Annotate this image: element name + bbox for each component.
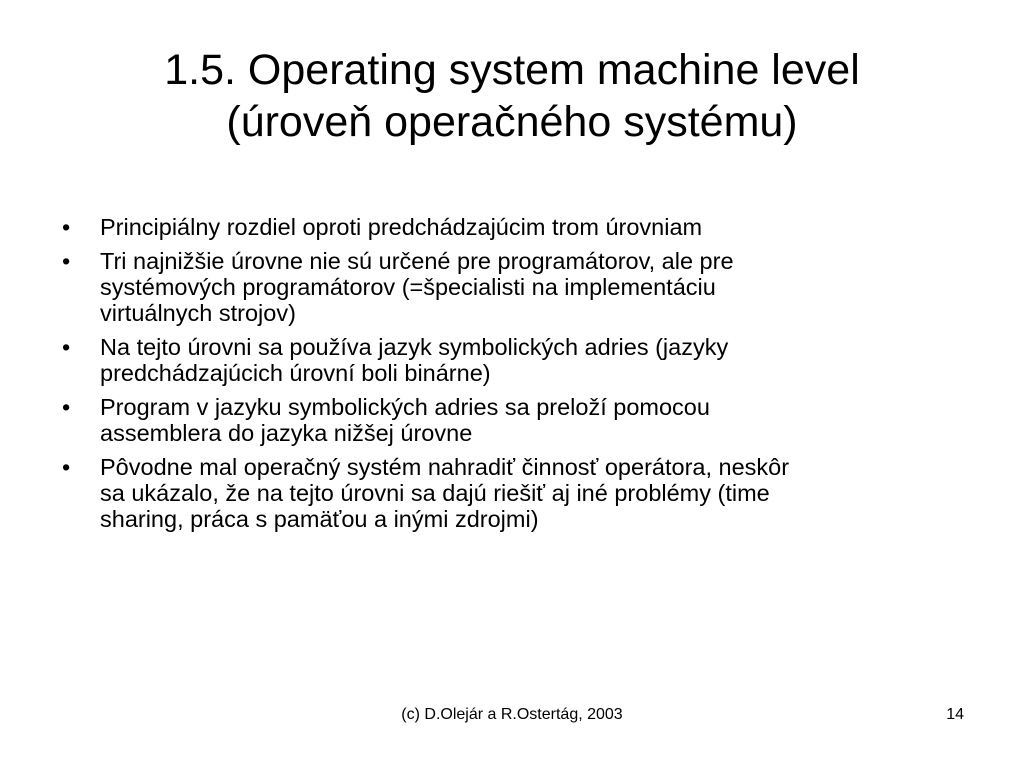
bullet-list xyxy=(62,214,962,540)
bullet-dot-icon: • xyxy=(62,394,71,420)
bullet-item-4 xyxy=(62,394,962,446)
bullet-dot-icon: • xyxy=(62,334,71,360)
bullet-dot-icon: • xyxy=(62,248,71,274)
bullet-dot-icon: • xyxy=(62,454,71,480)
bullet-item-2 xyxy=(62,248,962,326)
page-number: 14 xyxy=(946,706,964,723)
bullet-3-line-2: predchádzajúcich úrovní boli binárne) xyxy=(100,360,491,386)
bullet-5-line-1: Pôvodne mal operačný systém nahradiť činnosť operátora, neskôr xyxy=(100,454,790,480)
title-line-2: (úroveň operačného systému) xyxy=(226,98,798,146)
bullet-2-line-2: systémových programátorov (=špecialisti na implementáciu xyxy=(100,274,716,300)
slide-footer: (c) D.Olejár a R.Ostertág, 2003 xyxy=(401,706,623,723)
bullet-1-line-1: Principiálny rozdiel oproti predchádzajúcim trom úrovniam xyxy=(100,214,703,240)
bullet-4-line-2: assemblera do jazyka nižšej úrovne xyxy=(100,420,473,446)
bullet-3-line-1: Na tejto úrovni sa používa jazyk symbolických adries (jazyky xyxy=(100,334,729,360)
slide-title xyxy=(0,44,1024,148)
bullet-5-line-3: sharing, práca s pamäťou a inými zdrojmi) xyxy=(100,506,539,532)
bullet-2-line-1: Tri najnižšie úrovne nie sú určené pre programátorov, ale pre xyxy=(100,248,734,274)
bullet-item-3 xyxy=(62,334,962,386)
bullet-4-line-1: Program v jazyku symbolických adries sa preloží pomocou xyxy=(100,394,710,420)
bullet-2-line-3: virtuálnych strojov) xyxy=(100,300,296,326)
bullet-item-5 xyxy=(62,454,962,532)
title-line-1: 1.5. Operating system machine level xyxy=(164,46,860,94)
bullet-dot-icon: • xyxy=(62,214,71,240)
bullet-item-1 xyxy=(62,214,962,240)
bullet-5-line-2: sa ukázalo, že na tejto úrovni sa dajú riešiť aj iné problémy (time xyxy=(100,480,770,506)
